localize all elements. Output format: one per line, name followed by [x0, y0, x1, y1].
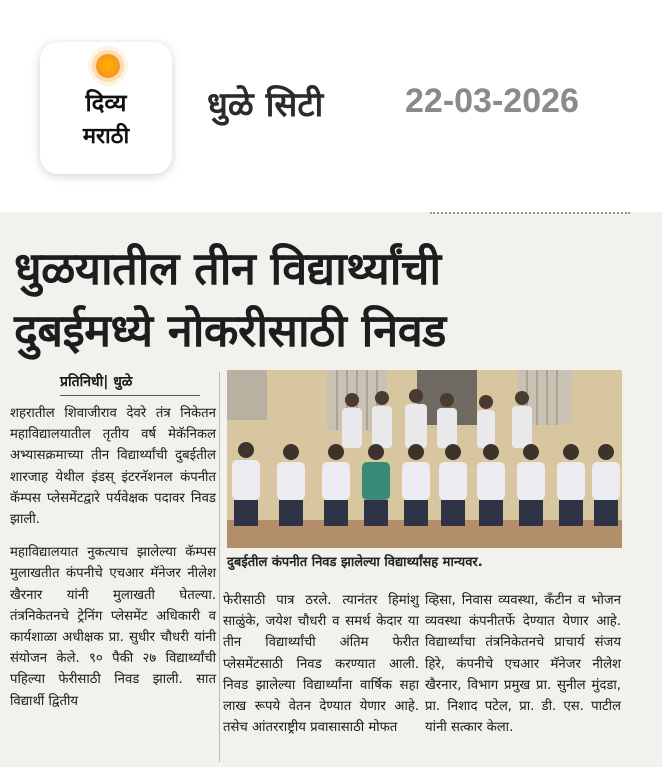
headline-line-1: धुळयातील तीन विद्यार्थ्यांची [14, 242, 441, 295]
column-rule [430, 212, 630, 216]
dateline: प्रतिनिधी| धुळे [60, 372, 200, 396]
logo-text-line2: मराठी [82, 124, 130, 149]
column-divider [219, 372, 220, 762]
article-column-right: व्हिसा, निवास व्यवस्था, कॅंटीन व भोजन व्यवस्था कंपनीतर्फे देण्यात येणार आहे. विद्यार्थ्यांचा तंत्रनिकेतनचे प्राचार्य संजय हिरे, कंपनीचे एचआर मॅनेजर नीलेश खैरनार, विभाग प्रमुख प्रा. सुनील मुंदडा, प्रा. निशाद पटेल, प्रा. डी. एस. पाटील यांनी सत्कार केला. [425, 593, 621, 736]
divya-marathi-logo[interactable] [40, 42, 172, 174]
photo-caption: दुबईतील कंपनीत निवड झालेल्या विद्यार्थ्यांसह मान्यवर. [227, 555, 483, 570]
edition-city: धुळे सिटी [207, 85, 324, 125]
app-header [0, 0, 662, 205]
article-paragraph-1: शहरातील शिवाजीराव देवरे तंत्र निकेतन महाविद्यालयातील तृतीय वर्ष मेकॅनिकल अभ्यासक्रमाच्या तीन विद्यार्थ्यांची दुबईतील शारजाह येथील इंडस् इंटरनॅशनल कंपनीत कॅम्पस प्लेसमेंटद्वारे पर्यवेक्षक पदावर निवड झाली. [10, 406, 216, 528]
article-column-left [10, 403, 216, 712]
headline-line-2: दुबईमध्ये नोकरीसाठी निवड [14, 304, 446, 357]
logo-text-line1: दिव्य [85, 89, 127, 117]
sun-icon [96, 54, 120, 78]
group-photo [227, 370, 622, 548]
article-paragraph-2: महाविद्यालयात नुकत्याच झालेल्या कॅम्पस मुलाखतीत कंपनीचे एचआर मॅनेजर नीलेश खैरनार यांनी मुलाखती घेतल्या. तंत्रनिकेतनचे ट्रेनिंग प्लेसमेंट अधिकारी व कार्यशाळा अधीक्षक प्रा. सुधीर चौधरी यांनी संयोजन केले. ९० पैकी २७ विद्यार्थ्यांची पहिल्या फेरीसाठी निवड झाली. सात विद्यार्थी द्वितीय [10, 545, 216, 709]
group-photo-illustration [227, 370, 622, 548]
article-column-middle: फेरीसाठी पात्र ठरले. त्यानंतर हिमांशु साळुंके, जयेश चौधरी व समर्थ केदार या तीन विद्यार्थ्यांची अंतिम फेरीत प्लेसमेंटसाठी निवड करण्यात आली. निवड झालेल्या विद्यार्थ्यांना वार्षिक सहा लाख रूपये वेतन देण्यात येणार आहे. तसेच आंतरराष्ट्रीय प्रवासासाठी मोफत [223, 593, 419, 736]
edition-date: 22-03-2026 [405, 82, 579, 120]
